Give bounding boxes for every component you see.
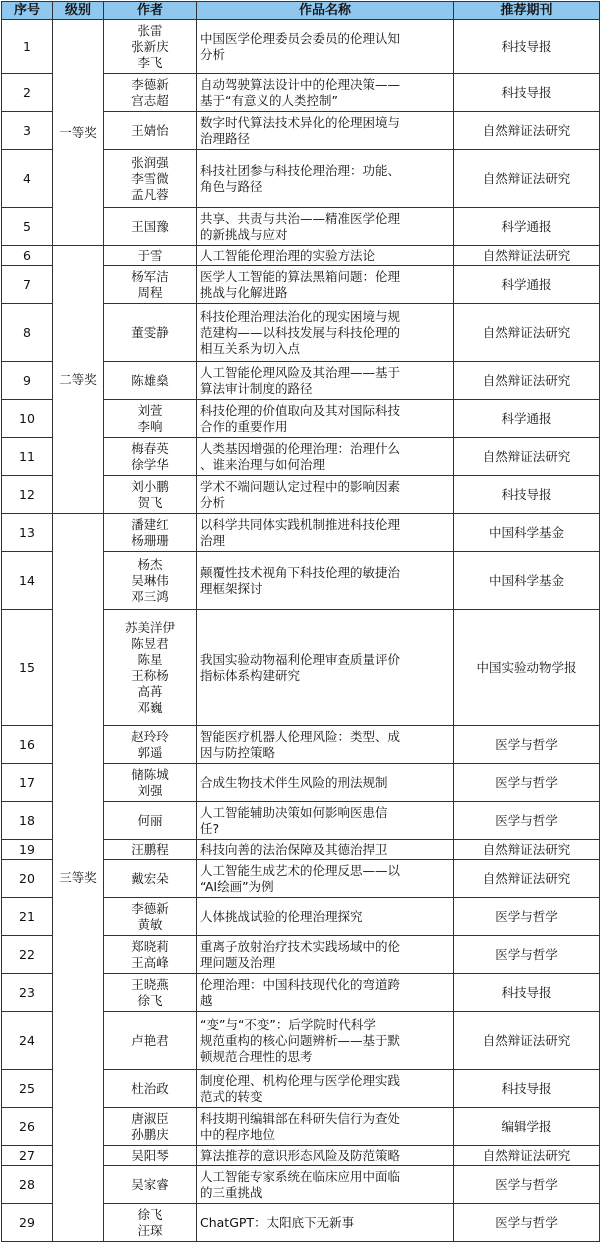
title-line: 人类基因增强的伦理治理：治理什么 [200,440,401,456]
authors-cell [104,802,197,840]
title-line: 理问题及治理 [200,954,276,970]
author-line: 何丽 [137,812,163,828]
title-line: 合成生物技术伴生风险的刑法规制 [200,774,388,790]
title-line: 分析 [200,46,226,62]
title-line: 越 [200,992,213,1008]
title-line: 我国实验动物福利伦理审查质量评价 [200,651,401,667]
author-line: 王国豫 [131,218,169,234]
journal-cell: 自然辩证法研究 [454,1146,600,1166]
authors-cell [104,1070,197,1108]
work-title-cell [197,610,454,726]
authors-cell [104,150,197,208]
authors-cell [104,266,197,304]
work-title-cell [197,362,454,400]
work-title-cell [197,208,454,246]
author-line: 王高峰 [131,954,169,970]
work-title-cell [197,246,454,266]
authors-cell [104,246,197,266]
author-line: 宫志超 [131,92,169,108]
authors-cell [104,936,197,974]
journal-cell: 中国实验动物学报 [454,610,600,726]
work-title-cell [197,840,454,860]
row-number: 17 [2,764,53,802]
header-journal: 推荐期刊 [454,2,600,20]
author-line: 徐飞 [137,992,163,1008]
title-line: 以科学共同体实践机制推进科技伦理 [200,516,401,532]
row-number: 4 [2,150,53,208]
row-number: 8 [2,304,53,362]
journal-cell: 中国科学基金 [454,514,600,552]
work-title-cell [197,1012,454,1070]
journal-cell: 科技导报 [454,476,600,514]
authors-cell [104,974,197,1012]
author-line: 王晓燕 [131,976,169,992]
awards-table [1,1,600,1242]
title-line: 数字时代算法技术异化的伦理困境与 [200,114,401,130]
authors-cell [104,208,197,246]
authors-cell [104,898,197,936]
journal-cell: 医学与哲学 [454,898,600,936]
row-number: 28 [2,1166,53,1204]
title-line: 中国医学伦理委员会委员的伦理认知 [200,30,401,46]
authors-cell [104,1166,197,1204]
row-number: 10 [2,400,53,438]
journal-cell: 自然辩证法研究 [454,362,600,400]
title-line: “变”与“不变”：后学院时代科学 [200,1016,376,1032]
authors-cell [104,1204,197,1242]
row-number: 13 [2,514,53,552]
work-title-cell [197,476,454,514]
row-number: 21 [2,898,53,936]
authors-cell [104,840,197,860]
work-title-cell [197,20,454,74]
row-number: 19 [2,840,53,860]
title-line: 科技伦理的价值取向及其对国际科技 [200,402,401,418]
row-number: 6 [2,246,53,266]
title-line: 科技伦理治理法治化的现实困境与规 [200,308,401,324]
work-title-cell [197,1166,454,1204]
authors-cell [104,764,197,802]
author-line: 李雪微 [131,170,169,186]
author-line: 李响 [137,418,163,434]
authors-cell [104,552,197,610]
author-line: 李德新 [131,76,169,92]
author-line: 刘萱 [137,402,163,418]
work-title-cell [197,1204,454,1242]
title-line: “AI绘画”为例 [200,878,274,894]
journal-cell: 医学与哲学 [454,726,600,764]
journal-cell: 自然辩证法研究 [454,840,600,860]
title-line: 人体挑战试验的伦理治理探究 [200,908,363,924]
title-line: 伦理治理：中国科技现代化的弯道跨 [200,976,401,992]
author-line: 储陈城 [131,766,169,782]
row-number: 1 [2,20,53,74]
journal-cell: 科学通报 [454,208,600,246]
table-row [2,514,600,552]
work-title-cell [197,438,454,476]
work-title-cell [197,304,454,362]
author-line: 卢艳君 [131,1032,169,1048]
title-line: 人工智能伦理风险及其治理——基于 [200,364,401,380]
author-line: 戴宏朵 [131,870,169,886]
journal-cell: 自然辩证法研究 [454,1012,600,1070]
work-title-cell [197,552,454,610]
title-line: 制度伦理、机构伦理与医学伦理实践 [200,1072,401,1088]
authors-cell [104,860,197,898]
authors-cell [104,610,197,726]
author-line: 黄敏 [137,916,163,932]
title-line: 挑战与化解进路 [200,284,288,300]
work-title-cell [197,514,454,552]
title-line: 中的程序地位 [200,1126,276,1142]
author-line: 陈星 [137,651,163,667]
author-line: 汪鹏程 [131,841,169,857]
row-number: 27 [2,1146,53,1166]
work-title-cell [197,1146,454,1166]
journal-cell: 自然辩证法研究 [454,150,600,208]
authors-cell [104,1146,197,1166]
title-line: 自动驾驶算法设计中的伦理决策—— [200,76,401,92]
title-line: 科技期刊编辑部在科研失信行为查处 [200,1110,401,1126]
journal-cell: 科学通报 [454,400,600,438]
journal-cell: 自然辩证法研究 [454,246,600,266]
author-line: 李德新 [131,900,169,916]
title-line: 颠覆性技术视角下科技伦理的敏捷治 [200,564,401,580]
journal-cell: 自然辩证法研究 [454,860,600,898]
author-line: 董雯静 [131,324,169,340]
author-line: 孙鹏庆 [131,1126,169,1142]
work-title-cell [197,802,454,840]
row-number: 5 [2,208,53,246]
work-title-cell [197,150,454,208]
author-line: 贺飞 [137,494,163,510]
author-line: 刘小鹏 [131,478,169,494]
title-line: 的新挑战与应对 [200,226,288,242]
work-title-cell [197,764,454,802]
title-line: 算法审计制度的路径 [200,380,313,396]
row-number: 24 [2,1012,53,1070]
work-title-cell [197,266,454,304]
author-line: 徐飞 [137,1206,163,1222]
author-line: 陈雄燊 [131,372,169,388]
author-line: 陈昱君 [131,635,169,651]
work-title-cell [197,726,454,764]
authors-cell [104,74,197,112]
journal-cell: 科技导报 [454,74,600,112]
journal-cell: 科学通报 [454,266,600,304]
row-number: 12 [2,476,53,514]
authors-cell [104,476,197,514]
row-number: 11 [2,438,53,476]
title-line: 顿规范合理性的思考 [200,1048,313,1064]
authors-cell [104,514,197,552]
title-line: 理框架探讨 [200,580,263,596]
journal-cell: 编辑学报 [454,1108,600,1146]
author-line: 徐学华 [131,456,169,472]
author-line: 吴家睿 [131,1176,169,1192]
title-line: 因与防控策略 [200,744,276,760]
journal-cell: 自然辩证法研究 [454,112,600,150]
row-number: 14 [2,552,53,610]
journal-cell: 科技导报 [454,20,600,74]
row-number: 25 [2,1070,53,1108]
work-title-cell [197,1108,454,1146]
title-line: ChatGPT：太阳底下无新事 [200,1214,355,1230]
work-title-cell [197,860,454,898]
work-title-cell [197,936,454,974]
work-title-cell [197,112,454,150]
header-row [2,2,600,20]
work-title-cell [197,974,454,1012]
author-line: 郭遥 [137,744,163,760]
title-line: 相互关系为切入点 [200,340,301,356]
author-line: 孟凡蓉 [131,186,169,202]
header-authors: 作者 [104,2,197,20]
row-number: 22 [2,936,53,974]
authors-cell [104,1012,197,1070]
author-line: 张雷 [137,22,163,38]
author-line: 高苒 [137,683,163,699]
authors-cell [104,400,197,438]
author-line: 周程 [137,284,163,300]
authors-cell [104,1108,197,1146]
award-level: 二等奖 [53,246,104,514]
header-title: 作品名称 [197,2,454,20]
title-line: 角色与路径 [200,178,263,194]
row-number: 15 [2,610,53,726]
title-line: 分析 [200,494,226,510]
author-line: 邓三鸿 [131,588,169,604]
author-line: 李飞 [137,54,163,70]
title-line: 人工智能生成艺术的伦理反思——以 [200,862,401,878]
author-line: 张润强 [131,154,169,170]
authors-cell [104,438,197,476]
journal-cell: 医学与哲学 [454,1166,600,1204]
author-line: 王婧怡 [131,122,169,138]
title-line: 范建构——以科技发展与科技伦理的 [200,324,401,340]
authors-cell [104,362,197,400]
title-line: 共享、共责与共治——精准医学伦理 [200,210,401,226]
journal-cell: 自然辩证法研究 [454,438,600,476]
author-line: 潘建红 [131,516,169,532]
journal-cell: 科技导报 [454,974,600,1012]
journal-cell: 医学与哲学 [454,802,600,840]
author-line: 张新庆 [131,38,169,54]
header-no: 序号 [2,2,53,20]
title-line: 人工智能专家系统在临床应用中面临 [200,1168,401,1184]
authors-cell [104,726,197,764]
author-line: 梅春英 [131,440,169,456]
author-line: 郑晓莉 [131,938,169,954]
title-line: 任? [200,820,220,836]
author-line: 吴琳伟 [131,572,169,588]
title-line: 指标体系构建研究 [200,667,301,683]
row-number: 9 [2,362,53,400]
row-number: 29 [2,1204,53,1242]
title-line: 治理路径 [200,130,251,146]
author-line: 邓巍 [137,699,163,715]
authors-cell [104,20,197,74]
work-title-cell [197,1070,454,1108]
title-line: 人工智能辅助决策如何影响医患信 [200,804,388,820]
title-line: 治理 [200,532,226,548]
work-title-cell [197,898,454,936]
table-body [2,20,600,1242]
row-number: 20 [2,860,53,898]
title-line: 、谁来治理与如何治理 [200,456,326,472]
journal-cell: 科技导报 [454,1070,600,1108]
table-row [2,246,600,266]
row-number: 18 [2,802,53,840]
authors-cell [104,112,197,150]
title-line: 合作的重要作用 [200,418,288,434]
journal-cell: 自然辩证法研究 [454,304,600,362]
row-number: 26 [2,1108,53,1146]
journal-cell: 中国科学基金 [454,552,600,610]
row-number: 16 [2,726,53,764]
title-line: 科技向善的法治保障及其德治捍卫 [200,841,388,857]
title-line: 算法推荐的意识形态风险及防范策略 [200,1147,401,1163]
award-level: 三等奖 [53,514,104,1242]
authors-cell [104,304,197,362]
author-line: 杨军洁 [131,268,169,284]
row-number: 2 [2,74,53,112]
title-line: 基于“有意义的人类控制” [200,92,338,108]
author-line: 刘强 [137,782,163,798]
row-number: 23 [2,974,53,1012]
title-line: 智能医疗机器人伦理风险：类型、成 [200,728,401,744]
journal-cell: 医学与哲学 [454,936,600,974]
row-number: 3 [2,112,53,150]
row-number: 7 [2,266,53,304]
title-line: 医学人工智能的算法黑箱问题：伦理 [200,268,401,284]
author-line: 汪琛 [137,1222,163,1238]
author-line: 吴阳琴 [131,1147,169,1163]
title-line: 规范重构的核心问题辨析——基于默 [200,1032,401,1048]
author-line: 于雪 [137,247,163,263]
title-line: 学术不端问题认定过程中的影响因素 [200,478,401,494]
author-line: 苏美洋伊 [124,619,175,635]
author-line: 赵玲玲 [131,728,169,744]
author-line: 杜治政 [131,1080,169,1096]
author-line: 杨杰 [137,556,163,572]
title-line: 的三重挑战 [200,1184,263,1200]
journal-cell: 医学与哲学 [454,1204,600,1242]
author-line: 王称杨 [131,667,169,683]
title-line: 范式的转变 [200,1088,263,1104]
journal-cell: 医学与哲学 [454,764,600,802]
title-line: 人工智能伦理治理的实验方法论 [200,247,376,263]
header-level: 级别 [53,2,104,20]
work-title-cell [197,74,454,112]
award-level: 一等奖 [53,20,104,246]
author-line: 唐淑臣 [131,1110,169,1126]
title-line: 重离子放射治疗技术实践场域中的伦 [200,938,401,954]
author-line: 杨珊珊 [131,532,169,548]
work-title-cell [197,400,454,438]
title-line: 科技社团参与科技伦理治理：功能、 [200,162,401,178]
table-row [2,20,600,74]
